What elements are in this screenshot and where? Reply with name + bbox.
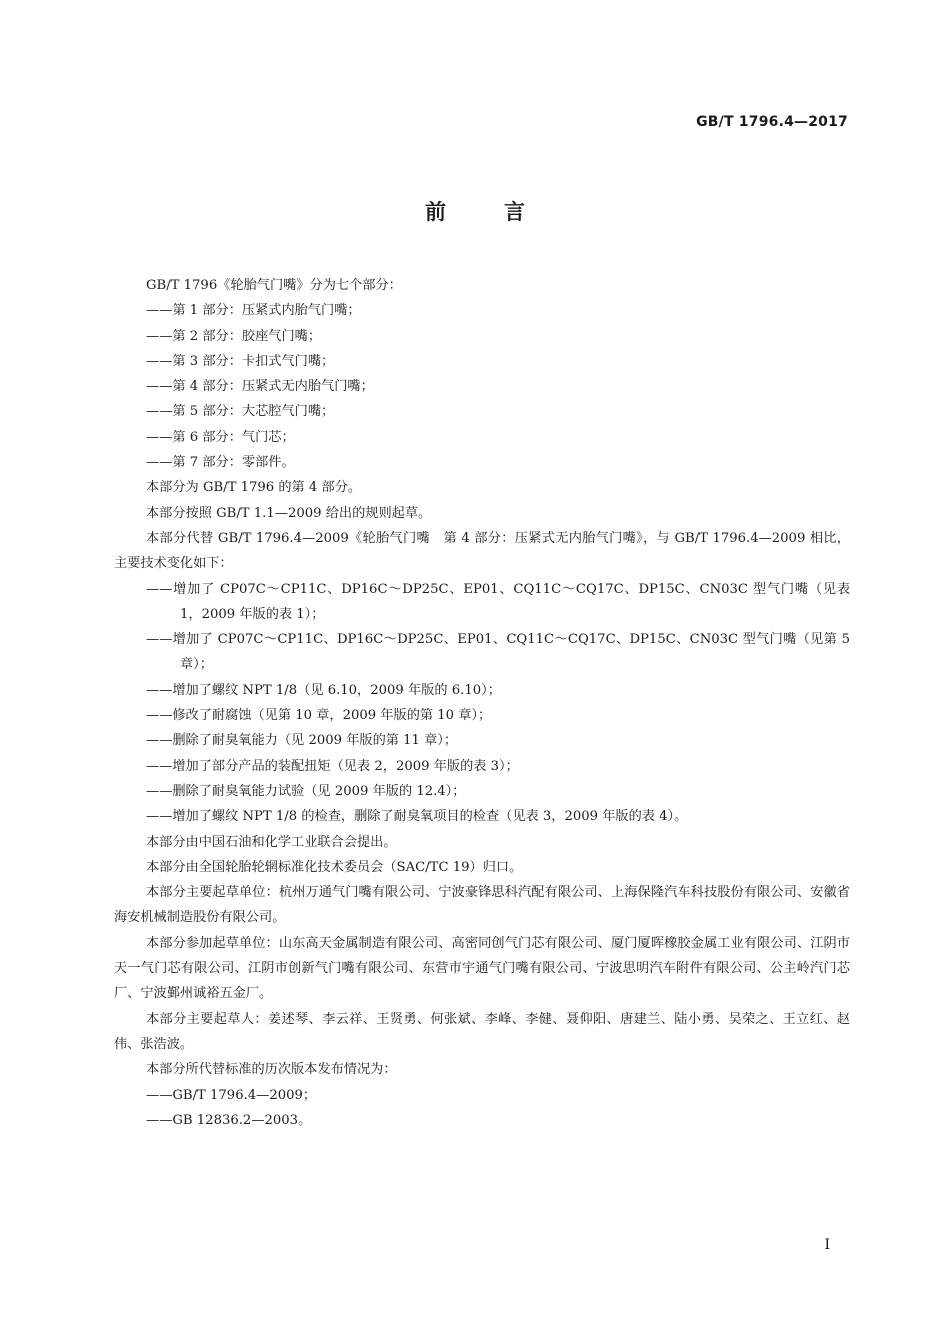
replaces-paragraph: 本部分代替 GB/T 1796.4—2009《轮胎气门嘴 第 4 部分：压紧式无内胎气门嘴》，与 GB/T 1796.4—2009 相比，主要技术变化如下：: [114, 530, 850, 572]
part-item: ——第 3 部分：卡扣式气门嘴；: [146, 353, 335, 369]
change-item: ——删除了耐臭氧能力（见 2009 年版的第 11 章）；: [146, 733, 458, 749]
part-item: ——第 2 部分：胶座气门嘴；: [146, 328, 322, 344]
centralized-by-paragraph: 本部分由全国轮胎轮辋标准化技术委员会（SAC/TC 19）归口。: [146, 859, 523, 875]
change-item: ——修改了耐腐蚀（见第 10 章，2009 年版的第 10 章）；: [146, 708, 492, 724]
history-intro-paragraph: 本部分所代替标准的历次版本发布情况为：: [146, 1062, 397, 1078]
part-item: ——第 5 部分：大芯腔气门嘴；: [146, 404, 335, 420]
drafting-rule-paragraph: 本部分按照 GB/T 1.1—2009 给出的规则起草。: [146, 505, 432, 521]
history-item: ——GB 12836.2—2003。: [146, 1112, 312, 1128]
part-item: ——第 4 部分：压紧式无内胎气门嘴；: [146, 379, 374, 395]
change-item: ——增加了螺纹 NPT 1/8 的检查，删除了耐臭氧项目的检查（见表 3，2009 年版的表 4）。: [146, 809, 688, 825]
part-item: ——第 1 部分：压紧式内胎气门嘴；: [146, 303, 361, 319]
history-item: ——GB/T 1796.4—2009；: [146, 1087, 317, 1103]
document-code: GB/T 1796.4—2017: [696, 114, 848, 130]
part-item: ——第 7 部分：零部件。: [146, 455, 295, 471]
main-drafters-paragraph: 本部分主要起草人：姜述琴、李云祥、王贤勇、何张斌、李峰、李健、聂仰阳、唐建兰、陆小勇、吴荣之、王立红、赵伟、张浩波。: [114, 1011, 850, 1052]
change-item: ——增加了部分产品的装配扭矩（见表 2，2009 年版的表 3）；: [146, 758, 519, 774]
proposed-by-paragraph: 本部分由中国石油和化学工业联合会提出。: [146, 834, 397, 850]
part-item: ——第 6 部分：气门芯；: [146, 429, 295, 445]
page-number: I: [824, 1237, 830, 1253]
main-drafting-units-paragraph: 本部分主要起草单位：杭州万通气门嘴有限公司、宁波豪锋思科汽配有限公司、上海保隆汽车科技股份有限公司、安徽省海安机械制造股份有限公司。: [114, 885, 850, 926]
participating-units-paragraph: 本部分参加起草单位：山东高天金属制造有限公司、高密同创气门芯有限公司、厦门厦晖橡胶金属工业有限公司、江阴市天一气门芯有限公司、江阴市创新气门嘴有限公司、东营市宇通气门嘴有限公司、宁波思明汽车附件有限公司、公主岭汽门芯厂、宁波鄞州诚裕五金厂。: [114, 935, 850, 1002]
page-title: [0, 196, 950, 226]
change-item: ——增加了 CP07C～CP11C、DP16C～DP25C、EP01、CQ11C～CQ17C、DP15C、CN03C 型气门嘴（见第 5 章）；: [146, 632, 850, 673]
title-char-1: 前: [425, 200, 446, 224]
this-part-paragraph: 本部分为 GB/T 1796 的第 4 部分。: [146, 480, 362, 496]
intro-paragraph: GB/T 1796《轮胎气门嘴》分为七个部分：: [146, 278, 402, 293]
change-item: ——删除了耐臭氧能力试验（见 2009 年版的 12.4）；: [146, 783, 466, 799]
title-char-2: 言: [504, 200, 525, 224]
change-item: ——增加了螺纹 NPT 1/8（见 6.10，2009 年版的 6.10）；: [146, 682, 501, 698]
foreword-body: [114, 273, 850, 1133]
change-item: ——增加了 CP07C～CP11C、DP16C～DP25C、EP01、CQ11C～CQ17C、DP15C、CN03C 型气门嘴（见表 1，2009 年版的表 1）；: [146, 581, 850, 622]
